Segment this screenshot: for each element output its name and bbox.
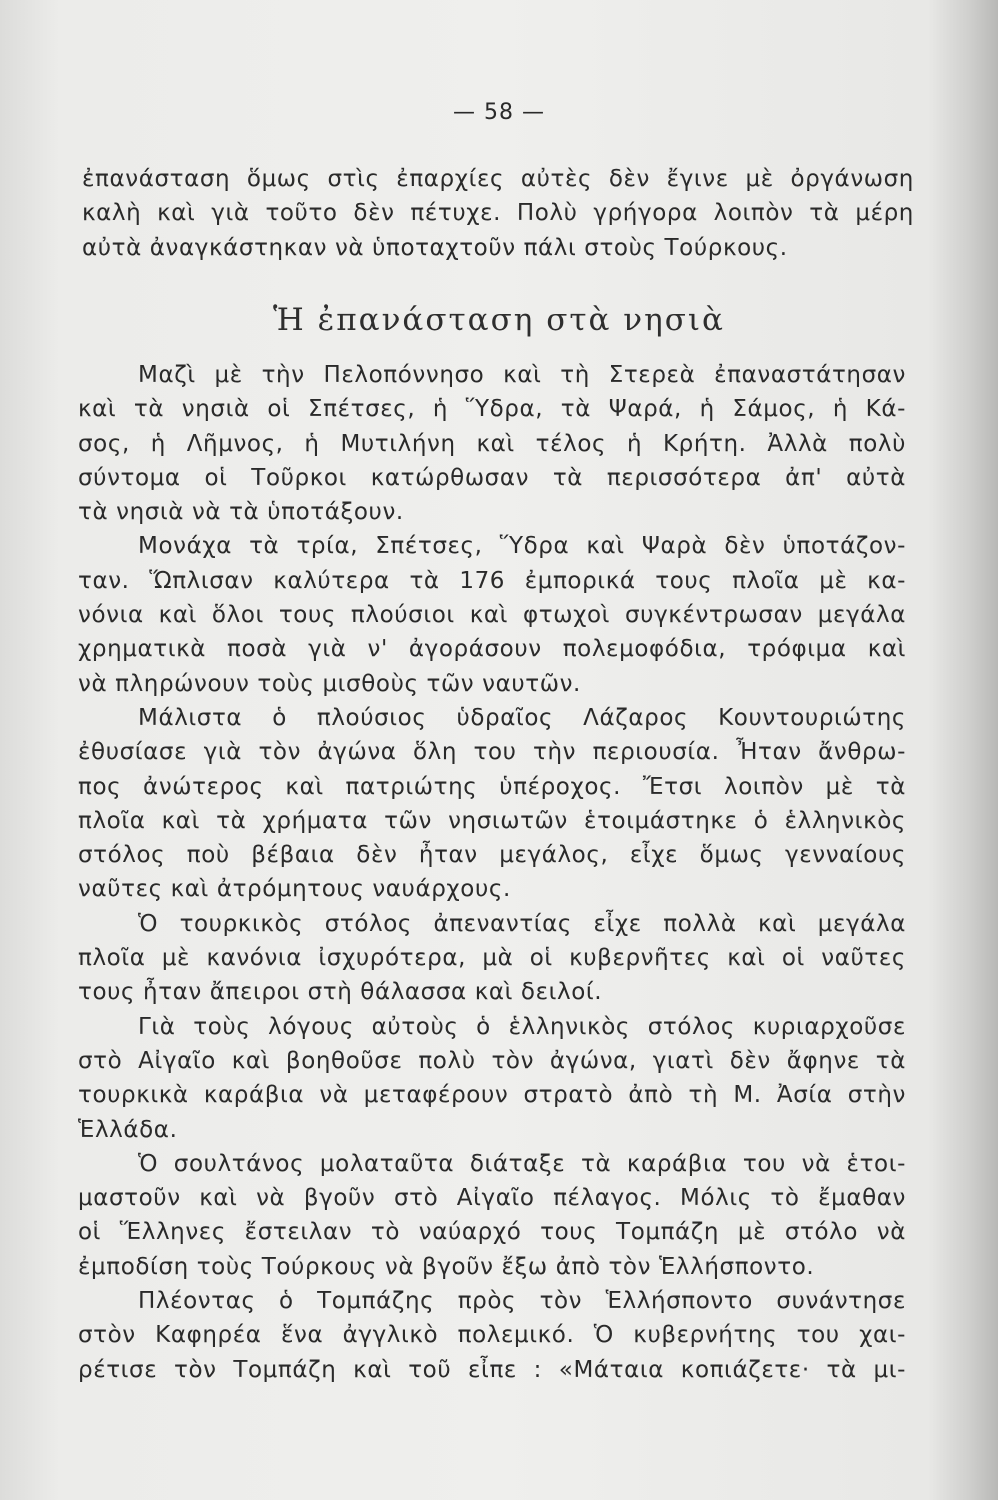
text-line: πλοῖα μὲ κανόνια ἰσχυρότερα, μὰ οἱ κυβερνῆτες καὶ οἱ ναῦτες	[78, 945, 906, 972]
text-line: Μάλιστα ὁ πλούσιος ὑδραῖος Λάζαρος Κουντουριώτης	[138, 704, 906, 731]
intro-paragraph	[82, 162, 914, 265]
text-line: πος ἀνώτερος καὶ πατριώτης ὑπέροχος. Ἔτσι λοιπὸν μὲ τὰ	[78, 773, 906, 800]
text-line: στόλος ποὺ βέβαια δὲν ἦταν μεγάλος, εἶχε ὅμως γενναίους	[78, 842, 906, 869]
text-line: στὸν Καφηρέα ἕνα ἀγγλικὸ πολεμικό. Ὁ κυβερνήτης του χαι-	[78, 1322, 906, 1349]
page-number: — 58 —	[453, 100, 545, 125]
text-line: ρέτισε τὸν Τομπάζη καὶ τοῦ εἶπε : «Μάταια κοπιάζετε· τὰ μι-	[78, 1356, 906, 1383]
text-line: καλὴ καὶ γιὰ τοῦτο δὲν πέτυχε. Πολὺ γρήγορα λοιπὸν τὰ μέρη	[82, 200, 914, 227]
text-line: νὰ πληρώνουν τοὺς μισθοὺς τῶν ναυτῶν.	[78, 670, 581, 697]
text-line: Μονάχα τὰ τρία, Σπέτσες, Ὕδρα καὶ Ψαρὰ δὲν ὑποτάζον-	[138, 533, 906, 560]
text-line: μαστοῦν καὶ νὰ βγοῦν στὸ Αἰγαῖο πέλαγος. Μόλις τὸ ἔμαθαν	[78, 1185, 906, 1212]
text-line: Πλέοντας ὁ Τομπάζης πρὸς τὸν Ἑλλήσποντο συνάντησε	[138, 1288, 906, 1315]
section-body	[78, 358, 906, 1387]
text-line: σύντομα οἱ Τοῦρκοι κατώρθωσαν τὰ περισσότερα ἀπ' αὐτὰ	[78, 464, 906, 491]
text-line: τουρκικὰ καράβια νὰ μεταφέρουν στρατὸ ἀπὸ τὴ Μ. Ἀσία στὴν	[78, 1082, 906, 1109]
text-line: οἱ Ἕλληνες ἔστειλαν τὸ ναύαρχό τους Τομπάζη μὲ στόλο νὰ	[78, 1219, 906, 1246]
text-line: ἐθυσίασε γιὰ τὸν ἀγώνα ὅλη του τὴν περιουσία. Ἦταν ἄνθρω-	[78, 739, 906, 766]
text-line: νόνια καὶ ὅλοι τους πλούσιοι καὶ φτωχοὶ συγκέντρωσαν μεγάλα	[78, 602, 906, 629]
text-line: Ἑλλάδα.	[78, 1116, 178, 1143]
text-line: ταν. Ὥπλισαν καλύτερα τὰ 176 ἐμπορικά τους πλοῖα μὲ κα-	[78, 567, 906, 594]
section-heading: Ἡ ἐπανάσταση στὰ νησιὰ	[273, 302, 725, 338]
text-line: πλοῖα καὶ τὰ χρήματα τῶν νησιωτῶν ἑτοιμάστηκε ὁ ἑλληνικὸς	[78, 807, 906, 834]
text-line: Μαζὶ μὲ τὴν Πελοπόννησο καὶ τὴ Στερεὰ ἐπαναστάτησαν	[138, 362, 906, 388]
text-line: καὶ τὰ νησιὰ οἱ Σπέτσες, ἡ Ὕδρα, τὰ Ψαρά, ἡ Σάμος, ἡ Κά-	[78, 396, 906, 423]
text-line: στὸ Αἰγαῖο καὶ βοηθοῦσε πολὺ τὸν ἀγώνα, γιατὶ δὲν ἄφηνε τὰ	[78, 1047, 906, 1074]
text-line: χρηματικὰ ποσὰ γιὰ ν' ἀγοράσουν πολεμοφόδια, τρόφιμα καὶ	[78, 636, 906, 663]
text-line: ἐμποδίση τοὺς Τούρκους νὰ βγοῦν ἔξω ἀπὸ τὸν Ἑλλήσποντο.	[78, 1253, 815, 1280]
text-line: τους ἦταν ἄπειροι στὴ θάλασσα καὶ δειλοί.	[78, 979, 603, 1006]
text-line: ἐπανάσταση ὅμως στὶς ἐπαρχίες αὐτὲς δὲν ἔγινε μὲ ὀργάνωση	[82, 166, 914, 192]
text-line: Ὁ τουρκικὸς στόλος ἀπεναντίας εἶχε πολλὰ καὶ μεγάλα	[138, 910, 906, 937]
text-line: ναῦτες καὶ ἀτρόμητους ναυάρχους.	[78, 876, 511, 903]
text-line: αὐτὰ ἀναγκάστηκαν νὰ ὑποταχτοῦν πάλι στοὺς Τούρκους.	[82, 234, 788, 261]
text-line: Γιὰ τοὺς λόγους αὐτοὺς ὁ ἑλληνικὸς στόλος κυριαρχοῦσε	[138, 1013, 906, 1040]
text-line: τὰ νησιὰ νὰ τὰ ὑποτάξουν.	[78, 499, 404, 526]
text-line: Ὁ σουλτάνος μολαταῦτα διάταξε τὰ καράβια του νὰ ἑτοι-	[138, 1150, 906, 1177]
text-line: σος, ἡ Λῆμνος, ἡ Μυτιλήνη καὶ τέλος ἡ Κρήτη. Ἀλλὰ πολὺ	[78, 430, 906, 457]
